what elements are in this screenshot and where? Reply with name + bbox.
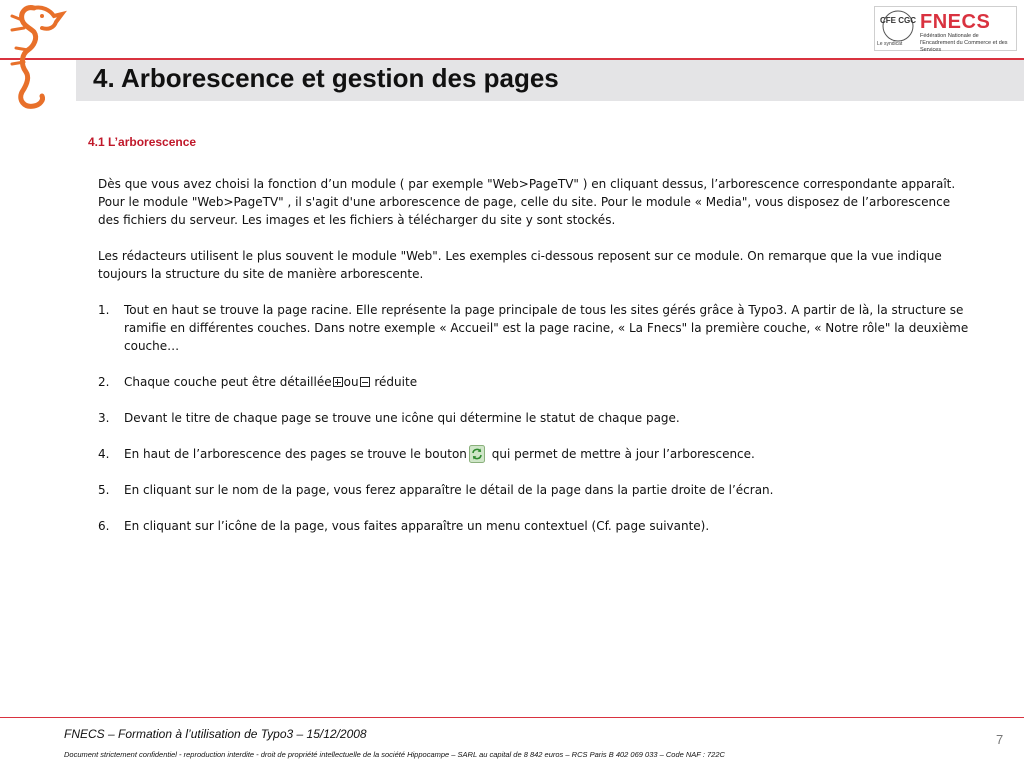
plus-box-icon <box>333 377 343 387</box>
list-item-text: Tout en haut se trouve la page racine. Elle représente la page principale de tous les sites gérés grâce à Typo3. A partir de là, la structure se ramifie en différentes couches. Dans notre exemple « Accueil" est la page racine, « La Fnecs" la première couche, « Notre rôle" la deuxième couche… <box>124 303 969 353</box>
list-item-text-after: réduite <box>370 375 418 389</box>
seahorse-logo-icon <box>4 2 68 112</box>
refresh-icon <box>469 445 485 463</box>
page-number: 7 <box>996 732 1004 747</box>
body-content <box>98 175 974 553</box>
list-item <box>98 301 974 355</box>
minus-box-icon <box>360 377 370 387</box>
list-number: 4. <box>98 447 110 461</box>
footer-legal: Document strictement confidentiel - reproduction interdite - droit de propriété intellectuelle de la société Hippocampe – SARL au capital de 8 842 euros – RCS Paris B 402 069 033 – Code NAF : 722C <box>64 750 725 759</box>
fnecs-logo <box>874 6 1017 51</box>
title-band <box>76 60 1024 101</box>
numbered-list <box>98 301 974 535</box>
list-item-text-before: Chaque couche peut être détaillée <box>124 375 332 389</box>
list-item <box>98 445 974 463</box>
list-item-text: Devant le titre de chaque page se trouve une icône qui détermine le statut de chaque page. <box>124 411 680 425</box>
list-item-text-middle: ou <box>343 375 359 389</box>
page-title: 4. Arborescence et gestion des pages <box>93 63 559 93</box>
cfe-badge-small-text: Le syndicat <box>877 41 903 47</box>
list-item <box>98 481 974 499</box>
list-item <box>98 409 974 427</box>
list-number: 6. <box>98 519 110 533</box>
list-item-text-before: En haut de l’arborescence des pages se trouve le bouton <box>124 447 467 461</box>
list-number: 1. <box>98 303 110 317</box>
footer-rule <box>0 717 1024 718</box>
list-item <box>98 373 974 391</box>
list-item <box>98 517 974 535</box>
fnecs-tagline: Fédération Nationale de l'Encadrement du Commerce et des Services <box>920 33 1008 53</box>
list-number: 5. <box>98 483 110 497</box>
list-number: 2. <box>98 375 110 389</box>
footer-title: FNECS – Formation à l’utilisation de Typo3 – 15/12/2008 <box>64 727 367 741</box>
paragraph-2: Les rédacteurs utilisent le plus souvent le module "Web". Les exemples ci-dessous reposent sur ce module. On remarque que la vue indique toujours la structure du site de manière arborescente. <box>98 249 942 281</box>
cfe-badge-text: CFE CGC <box>880 16 916 25</box>
list-item-text-after: qui permet de mettre à jour l’arborescence. <box>487 447 755 461</box>
fnecs-brand-text: FNECS <box>920 11 991 33</box>
section-subtitle: 4.1 L’arborescence <box>88 135 197 149</box>
list-number: 3. <box>98 411 110 425</box>
list-item-text: En cliquant sur l’icône de la page, vous faites apparaître un menu contextuel (Cf. page suivante). <box>124 519 710 533</box>
list-item-text: En cliquant sur le nom de la page, vous ferez apparaître le détail de la page dans la partie droite de l’écran. <box>124 483 774 497</box>
paragraph-1: Dès que vous avez choisi la fonction d’un module ( par exemple "Web>PageTV" ) en cliquant dessus, l’arborescence correspondante apparaît. Pour le module "Web>PageTV" , il s'agit d'une arborescence de page, celle du site. Pour le module « Media", vous disposez de l’arborescence des fichiers du serveur. Les images et les fichiers à télécharger du site y sont stockés. <box>98 177 956 227</box>
